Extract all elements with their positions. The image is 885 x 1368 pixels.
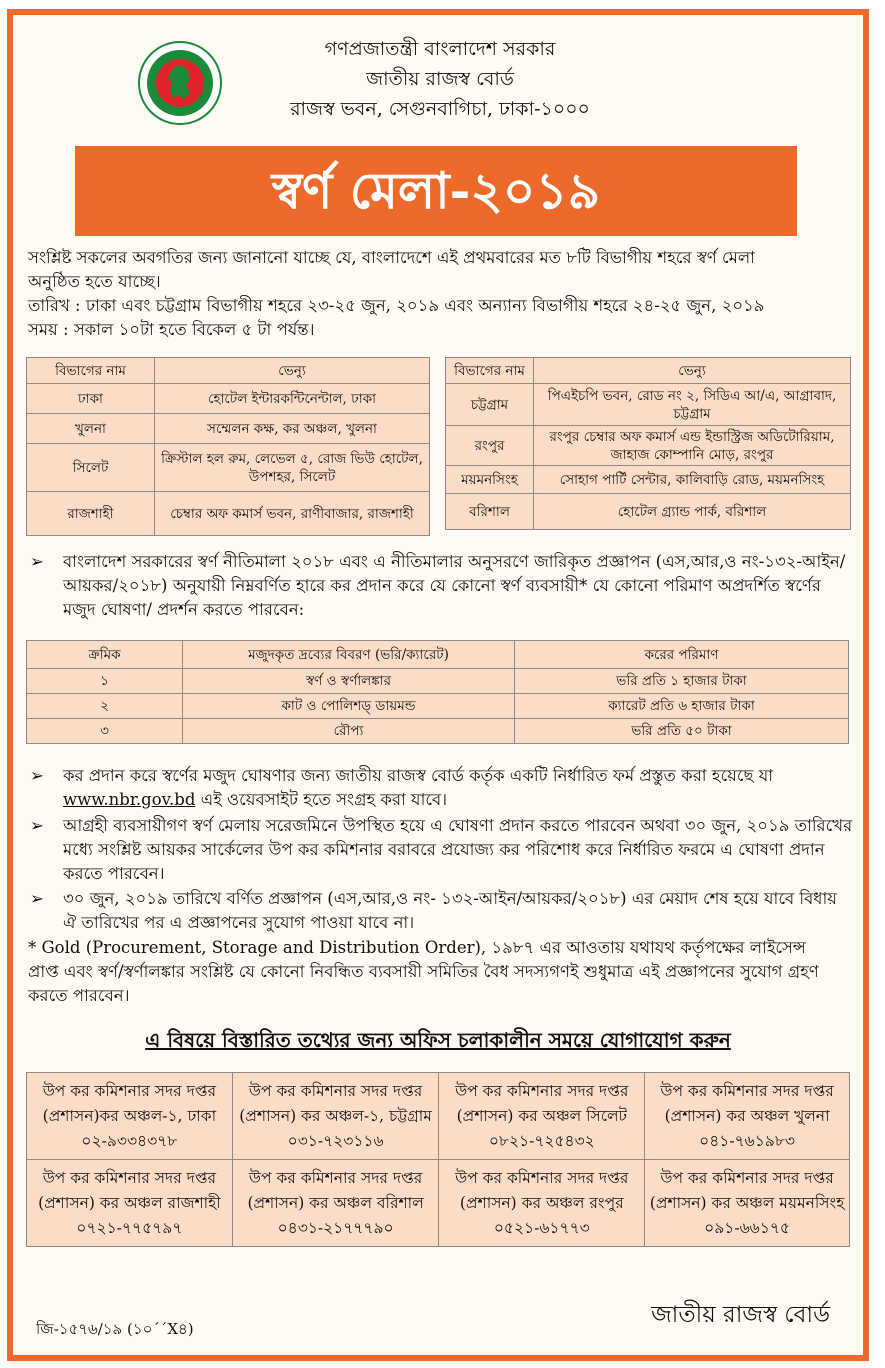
column-header: করের পরিমাণ [515, 641, 849, 669]
division-cell: খুলনা [27, 414, 155, 444]
venue-cell: চেম্বার অফ কমার্স ভবন, রাণীবাজার, রাজশাহী [155, 492, 430, 536]
intro-time: সময় : সকাল ১০টা হতে বিকেল ৫ টা পর্যন্ত। [28, 320, 315, 339]
venues-table-right [445, 357, 851, 530]
rate-cell: ক্যারেট প্রতি ৬ হাজার টাকা [515, 694, 849, 719]
tax-rate-table [26, 640, 849, 744]
division-cell: রাজশাহী [27, 492, 155, 536]
contacts-table [26, 1072, 850, 1247]
government-seal-logo [138, 41, 222, 125]
column-header: ভেন্যু [155, 358, 430, 384]
contact-cell: উপ কর কমিশনার সদর দপ্তর (প্রশাসন) কর অঞ্চল সিলেট ০৮২১-৭২৫৪৩২ [439, 1073, 645, 1160]
rate-cell: ভরি প্রতি ৫০ টাকা [515, 719, 849, 744]
arrow-bullet-icon: ➢ [30, 816, 44, 835]
column-header: বিভাগের নাম [27, 358, 155, 384]
arrow-bullet-icon: ➢ [30, 766, 44, 785]
title-banner: স্বর্ণ মেলা-২০১৯ [75, 146, 797, 236]
venue-cell: ক্রিস্টাল হল রুম, লেভেল ৫, রোজ ভিউ হোটেল, উপশহর, সিলেট [155, 444, 430, 492]
intro-paragraph [28, 246, 848, 342]
contact-cell: উপ কর কমিশনার সদর দপ্তর (প্রশাসন)কর অঞ্চল-১, ঢাকা ০২-৯৩৩৪৩৭৮ [27, 1073, 233, 1160]
contact-cell: উপ কর কমিশনার সদর দপ্তর (প্রশাসন) কর অঞ্চল খুলনা ০৪১-৭৬১৯৮৩ [645, 1073, 850, 1160]
bullet-text: আগ্রহী ব্যবসায়ীগণ স্বর্ণ মেলায় সরেজমিনে উপস্থিত হয়ে এ ঘোষণা প্রদান করতে পারবেন অথবা ৩০ জুন, ২০১৯ তারিখের মধ্যে সংশ্লিষ্ট আয়কর সার্কেলের উপ কর কমিশনার বরাবরে প্রযোজ্য কর পরিশোধ করে নির্ধারিত ফরমে এ ঘোষণা প্রদান করতে পারবেন। [63, 816, 853, 883]
contact-cell: উপ কর কমিশনার সদর দপ্তর (প্রশাসন) কর অঞ্চল রংপুর ০৫২১-৬১৭৭৩ [439, 1160, 645, 1247]
column-header: ক্রমিক [27, 641, 183, 669]
division-cell: চট্টগ্রাম [446, 384, 534, 426]
nbr-website-link[interactable]: www.nbr.gov.bd [63, 790, 196, 809]
division-cell: রংপুর [446, 426, 534, 466]
contact-cell: উপ কর কমিশনার সদর দপ্তর (প্রশাসন) কর অঞ্চল বরিশাল ০৪৩১-২১৭৭৭৯০ [232, 1160, 439, 1247]
division-cell: বরিশাল [446, 494, 534, 530]
bullet-text: বাংলাদেশ সরকারের স্বর্ণ নীতিমালা ২০১৮ এবং এ নীতিমালার অনুসরণে জারিকৃত প্রজ্ঞাপন (এস,আর,ও নং-১৩২-আইন/ আয়কর/২০১৮) অনুযায়ী নিম্নবর্ণিত হারে কর প্রদান করে যে কোনো স্বর্ণ ব্যবসায়ী* যে কোনো পরিমাণ অপ্রদর্শিত স্বর্ণের মজুদ ঘোষণা/ প্রদর্শন করতে পারবেন: [63, 552, 846, 619]
venue-cell: সম্মেলন কক্ষ, কর অঞ্চল, খুলনা [155, 414, 430, 444]
rate-cell: ভরি প্রতি ১ হাজার টাকা [515, 669, 849, 694]
column-header: মজুদকৃত দ্রব্যের বিবরণ (ভরি/ক্যারেট) [183, 641, 515, 669]
header-line-address: রাজস্ব ভবন, সেগুনবাগিচা, ঢাকা-১০০০ [290, 98, 590, 120]
signature-authority: জাতীয় রাজস্ব বোর্ড [651, 1302, 830, 1328]
item-cell: কাট ও পোলিশড্ ডায়মন্ড [183, 694, 515, 719]
form-bullet [30, 764, 840, 814]
column-header: বিভাগের নাম [446, 358, 534, 384]
bullet-text: ৩০ জুন, ২০১৯ তারিখে বর্ণিত প্রজ্ঞাপন (এস,আর,ও নং- ১৩২-আইন/আয়কর/২০১৮) এর মেয়াদ শেষ হয়ে যাবে বিধায় ঐ তারিখের পর এ প্রজ্ঞাপনের সুযোগ পাওয়া যাবে না। [63, 889, 838, 932]
intro-line: অনুষ্ঠিত হতে যাচ্ছে। [28, 272, 161, 291]
venue-cell: সোহাগ পার্টি সেন্টার, কালিবাড়ি রোড, ময়মনসিংহ [534, 466, 851, 494]
venue-cell: হোটেল গ্র্যান্ড পার্ক, বরিশাল [534, 494, 851, 530]
venue-cell: পিএইচপি ভবন, রোড নং ২, সিডিএ আ/এ, আগ্রাবাদ, চট্টগ্রাম [534, 384, 851, 426]
column-header: ভেন্যু [534, 358, 851, 384]
item-cell: স্বর্ণ ও স্বর্ণালঙ্কার [183, 669, 515, 694]
serial-cell: ১ [27, 669, 183, 694]
expiry-bullet [30, 887, 840, 937]
serial-cell: ২ [27, 694, 183, 719]
intro-date: তারিখ : ঢাকা এবং চট্টগ্রাম বিভাগীয় শহরে ২৩-২৫ জুন, ২০১৯ এবং অন্যান্য বিভাগীয় শহরে ২৪-২৫ জুন, ২০১৯ [28, 296, 765, 315]
header-line-nbr: জাতীয় রাজস্ব বোর্ড [366, 68, 514, 90]
bullet-text: এই ওয়েবসাইট হতে সংগ্রহ করা যাবে। [195, 790, 448, 809]
declaration-bullet [30, 814, 853, 888]
bullet-text: কর প্রদান করে স্বর্ণের মজুদ ঘোষণার জন্য জাতীয় রাজস্ব বোর্ড কর্তৃক একটি নির্ধারিত ফর্ম প্রস্তুত করা হয়েছে যা [63, 766, 773, 785]
policy-bullet [30, 550, 846, 626]
contact-cell: উপ কর কমিশনার সদর দপ্তর (প্রশাসন) কর অঞ্চল রাজশাহী ০৭২১-৭৭৫৭৯৭ [27, 1160, 233, 1247]
item-cell: রৌপ্য [183, 719, 515, 744]
arrow-bullet-icon: ➢ [30, 552, 44, 571]
venue-cell: হোটেল ইন্টারকন্টিনেন্টাল, ঢাকা [155, 384, 430, 414]
venues-table-left [26, 357, 430, 536]
contact-cell: উপ কর কমিশনার সদর দপ্তর (প্রশাসন) কর অঞ্চল-১, চট্টগ্রাম ০৩১-৭২৩১১৬ [232, 1073, 439, 1160]
venue-cell: রংপুর চেম্বার অফ কমার্স এন্ড ইন্ডাস্ট্রিজ অডিটোরিয়াম, জাহাজ কোম্পানি মোড়, রংপুর [534, 426, 851, 466]
contact-cell: উপ কর কমিশনার সদর দপ্তর (প্রশাসন) কর অঞ্চল ময়মনসিংহ ০৯১-৬৬১৭৫ [645, 1160, 850, 1247]
publication-code: জি-১৫৭৬/১৯ (১০´´X৪) [36, 1320, 194, 1338]
footnote: * Gold (Procurement, Storage and Distribution Order), ১৯৮৭ এর আওতায় যথাযথ কর্তৃপক্ষের লাইসেন্স প্রাপ্ত এবং স্বর্ণ/স্বর্ণালঙ্কার সংশ্লিষ্ট যে কোনো নিবন্ধিত ব্যবসায়ী সমিতির বৈধ সদস্যগণই শুধুমাত্র এই প্রজ্ঞাপনের সুযোগ গ্রহণ করতে পারবেন। [28, 938, 819, 1005]
division-cell: ময়মনসিংহ [446, 466, 534, 494]
division-cell: সিলেট [27, 444, 155, 492]
intro-line: সংশ্লিষ্ট সকলের অবগতির জন্য জানানো যাচ্ছে যে, বাংলাদেশে এই প্রথমবারের মত ৮টি বিভাগীয় শহরে স্বর্ণ মেলা [28, 248, 755, 267]
arrow-bullet-icon: ➢ [30, 889, 44, 908]
serial-cell: ৩ [27, 719, 183, 744]
header-line-government: গণপ্রজাতন্ত্রী বাংলাদেশ সরকার [324, 38, 556, 60]
division-cell: ঢাকা [27, 384, 155, 414]
contact-heading: এ বিষয়ে বিস্তারিত তথ্যের জন্য অফিস চলাকালীন সময়ে যোগাযোগ করুন [145, 1028, 731, 1052]
